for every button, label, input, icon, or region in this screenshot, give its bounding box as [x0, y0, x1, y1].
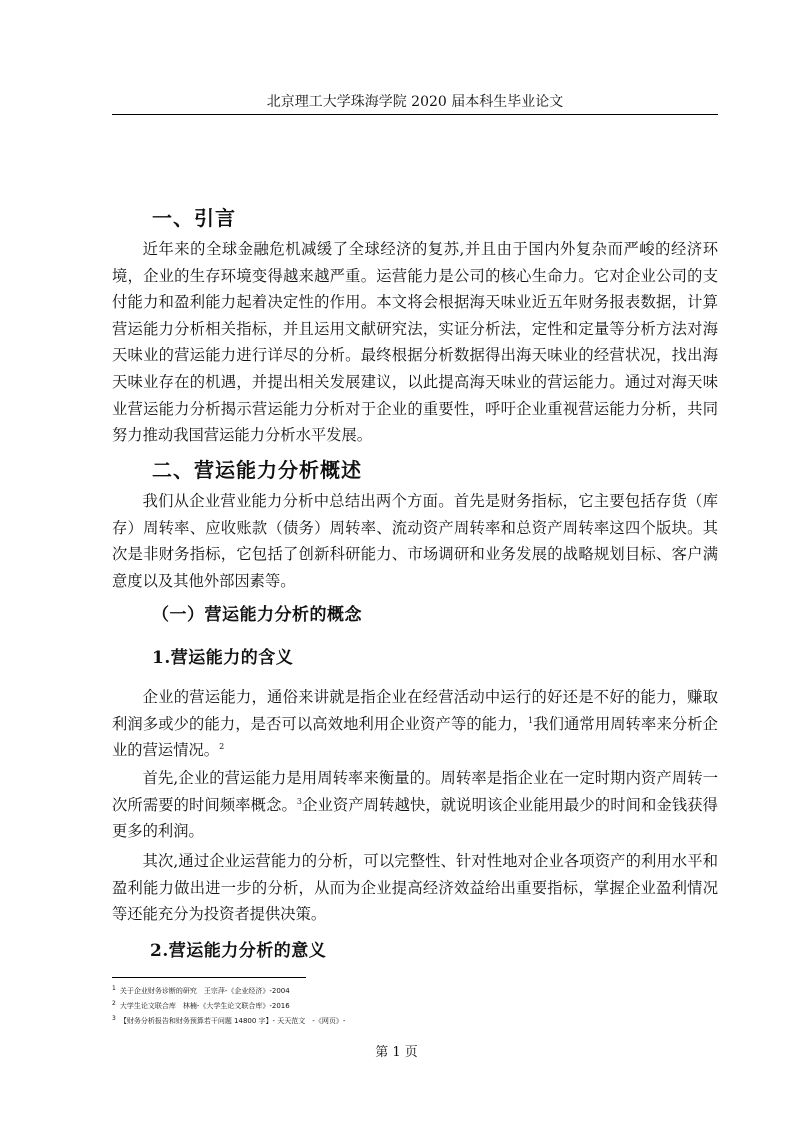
footnote-number: 1 [112, 984, 116, 992]
footnote-text: 关于企业财务诊断的研究 王宗萍-《企业经济》-2004 [119, 987, 290, 995]
meaning-paragraph-1-text-a: 企业的营运能力，通俗来讲就是指企业在经营活动中运行的好还是不好的能力，赚取利润多或少的能力，是否可以高效地利用企业资产等的能力， [112, 688, 718, 733]
footnote [112, 1015, 712, 1027]
subsubsection-heading-significance: 2.营运能力分析的意义 [150, 941, 327, 961]
page-number: 第 1 页 [375, 1045, 418, 1060]
meaning-paragraph-2 [112, 765, 718, 845]
footnote [112, 1000, 712, 1012]
footnote-ref-3: 3 [296, 796, 302, 806]
footnote-divider [112, 977, 306, 978]
meaning-paragraph-2-text-b: 企业资产周转越快，就说明该企业能用最少的时间和金钱获得更多的利润。 [112, 795, 718, 841]
meaning-paragraph-2-text-a: 首先,企业的营运能力是用周转率来衡量的。周转率是指企业在一定时期内资产周转一次所需要的时间频率概念。 [112, 769, 718, 814]
section-heading-overview: 二、营运能力分析概述 [152, 458, 362, 482]
footnote-ref-2: 2 [219, 742, 225, 752]
footnote-text: 【财务分析报告和财务预算若干问题 14800 字】- 天天范文 -《网页》- [119, 1017, 346, 1025]
section-heading-introduction: 一、引言 [152, 206, 236, 230]
meaning-paragraph-1 [112, 684, 718, 764]
overview-paragraph: 我们从企业营业能力分析中总结出两个方面。首先是财务指标，它主要包括存货（库存）周转率、应收账款（债务）周转率、流动资产周转率和总资产周转率这四个版块。其次是非财务指标，它包括了创新科研能力、市场调研和业务发展的战略规划目标、客户满意度以及其他外部因素等。 [112, 492, 718, 590]
subsubsection-heading-meaning: 1.营运能力的含义 [152, 648, 294, 668]
footnote [112, 985, 712, 997]
meaning-paragraph-3: 其次,通过企业运营能力的分析，可以完整性、针对性地对企业各项资产的利用水平和盈利能力做出进一步的分析，从而为企业提高经济效益给出重要指标，掌握企业盈利情况等还能充分为投资者提供决策。 [112, 852, 718, 924]
footnote-ref-1: 1 [528, 715, 534, 725]
meaning-paragraph-1-text-b: 我们通常用周转率来分析企业的营运情况。 [112, 714, 718, 760]
subsection-heading-concept: （一）营运能力分析的概念 [152, 605, 362, 625]
introduction-paragraph: 近年来的全球金融危机减缓了全球经济的复苏,并且由于国内外复杂而严峻的经济环境，企业的生存环境变得越来越严重。运营能力是公司的核心生命力。它对企业公司的支付能力和盈利能力起着决定性的作用。本文将会根据海天味业近五年财务报表数据，计算营运能力分析相关指标，并且运用文献研究法，实证分析法，定性和定量等分析方法对海天味业的营运能力进行详尽的分析。最终根据分析数据得出海天味业的经营状况，找出海天味业存在的机遇，并提出相关发展建议，以此提高海天味业的营运能力。通过对海天味业营运能力分析揭示营运能力分析对于企业的重要性，呼吁企业重视营运能力分析，共同努力推动我国营运能力分析水平发展。 [112, 240, 718, 445]
footnote-number: 2 [112, 999, 116, 1007]
footnote-number: 3 [112, 1014, 116, 1022]
page-header: 北京理工大学珠海学院 2020 届本科生毕业论文 [112, 92, 718, 115]
footnote-text: 大学生论文联合库 林楠-《大学生论文联合库》-2016 [119, 1002, 290, 1010]
